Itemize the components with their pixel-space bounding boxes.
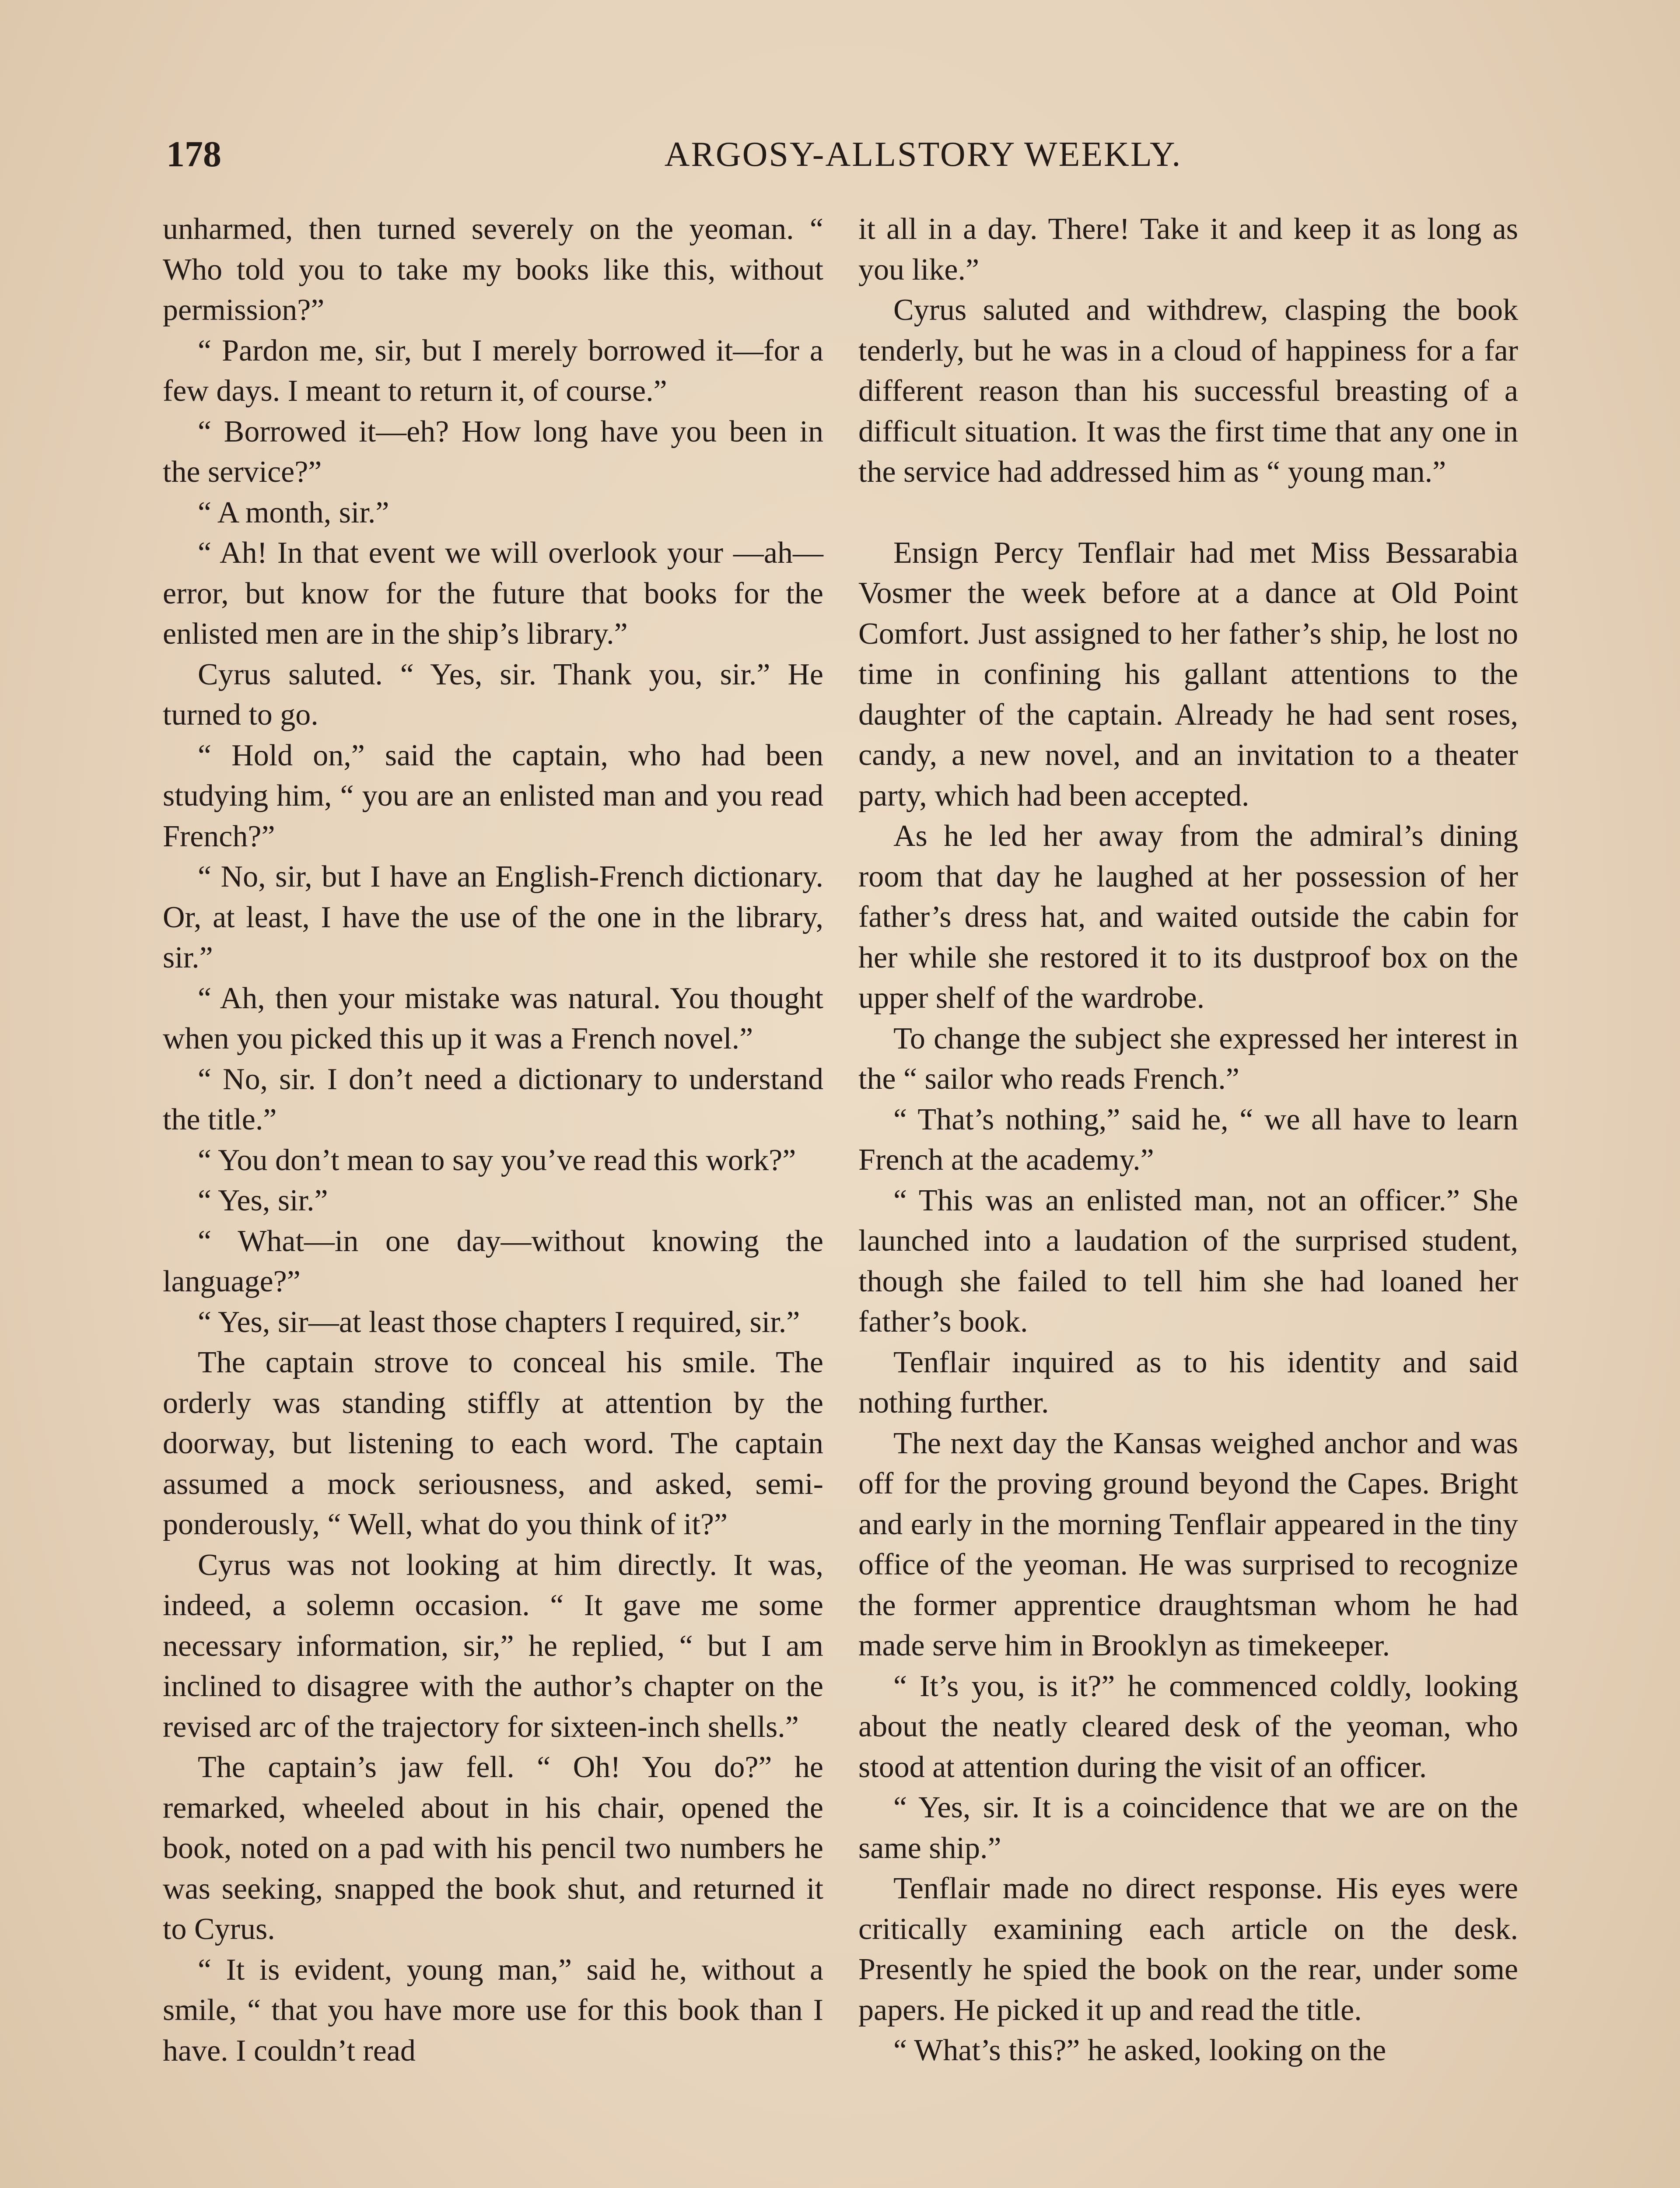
- paragraph: “ Yes, sir.”: [198, 1184, 328, 1217]
- paragraph: “ A month, sir.”: [198, 495, 389, 529]
- magazine-title: ARGOSY-ALLSTORY WEEKLY.: [664, 135, 1182, 174]
- paragraph: “ Yes, sir—at least those chapters I required, sir.”: [198, 1305, 800, 1339]
- paragraph: Ensign Percy Tenflair had met Miss Bessarabia Vosmer the week before at a dance at Old Point Comfort. Just assigned to her father’s ship, he lost no time in confining his gallant attentions to the daughter of the captain. Already he had sent roses, candy, a new novel, and an invitation to a theater party, which had been accepted.: [858, 536, 1518, 813]
- paragraph: To change the subject she expressed her interest in the “ sailor who reads French.”: [858, 1021, 1518, 1096]
- paragraph: “ What—in one day—without knowing the language?”: [163, 1224, 823, 1298]
- paragraph: Cyrus saluted and withdrew, clasping the book tenderly, but he was in a cloud of happiness for a far different reason than his successful breasting of a difficult situation. It was the first time that any one in the service had addressed him as “ young man.”: [858, 293, 1518, 489]
- paragraph: “ Yes, sir. It is a coincidence that we are on the same ship.”: [858, 1791, 1518, 1865]
- paragraph: “ No, sir. I don’t need a dictionary to understand the title.”: [163, 1062, 823, 1136]
- paragraph: As he led her away from the admiral’s dining room that day he laughed at her possession of her father’s dress hat, and waited outside the cabin for her while she restored it to its dustproof box on the upper shelf of the wardrobe.: [858, 819, 1518, 1015]
- paragraph: “ This was an enlisted man, not an officer.” She launched into a laudation of the surprised student, though she failed to tell him she had loaned her father’s book.: [858, 1183, 1518, 1339]
- paragraph: “ It’s you, is it?” he commenced coldly, looking about the neatly cleared desk of the yeoman, who stood at attention during the visit of an officer.: [858, 1669, 1518, 1784]
- paragraph: Cyrus was not looking at him directly. It was, indeed, a solemn occasion. “ It gave me some necessary information, sir,” he replied, “ but I am inclined to disagree with the author’s chapter on the revised arc of the trajectory for sixteen-inch shells.”: [163, 1548, 823, 1744]
- paragraph: Cyrus saluted. “ Yes, sir. Thank you, sir.” He turned to go.: [163, 657, 823, 732]
- paragraph: it all in a day. There! Take it and keep it as long as you like.”: [858, 212, 1518, 287]
- paragraph: The captain’s jaw fell. “ Oh! You do?” he remarked, wheeled about in his chair, opened the book, noted on a pad with his pencil two numbers he was seeking, snapped the book shut, and returned it to Cyrus.: [163, 1750, 823, 1946]
- paragraph: Tenflair made no direct response. His eyes were critically examining each article on the desk. Presently he spied the book on the rear, under some papers. He picked it up and read the title.: [858, 1872, 1518, 2027]
- paragraph: unharmed, then turned severely on the yeoman. “ Who told you to take my books like this, without permission?”: [163, 212, 823, 327]
- page-number: 178: [166, 134, 221, 175]
- paragraph: “ It is evident, young man,” said he, without a smile, “ that you have more use for this book than I have. I couldn’t read: [163, 1953, 823, 2068]
- paragraph: “ What’s this?” he asked, looking on the: [893, 2034, 1386, 2067]
- paragraph: “ Ah! In that event we will overlook your —ah—error, but know for the future that books for the enlisted men are in the ship’s library.”: [163, 536, 823, 651]
- left-column: [163, 209, 823, 2071]
- right-column: [858, 209, 1518, 2071]
- paragraph: The next day the Kansas weighed anchor and was off for the proving ground beyond the Capes. Bright and early in the morning Tenflair appeared in the tiny office of the yeoman. He was surprised to recognize the former apprentice draughtsman whom he had made serve him in Brooklyn as timekeeper.: [858, 1426, 1518, 1662]
- paragraph: “ No, sir, but I have an English-French dictionary. Or, at least, I have the use of the one in the library, sir.”: [163, 860, 823, 975]
- paragraph: “ Pardon me, sir, but I merely borrowed it—for a few days. I meant to return it, of course.”: [163, 333, 823, 408]
- running-head: [166, 130, 1514, 179]
- paragraph: “ That’s nothing,” said he, “ we all have to learn French at the academy.”: [858, 1102, 1518, 1177]
- paragraph: “ You don’t mean to say you’ve read this work?”: [198, 1143, 796, 1177]
- paragraph: “ Borrowed it—eh? How long have you been in the service?”: [163, 414, 823, 489]
- paragraph: The captain strove to conceal his smile. The orderly was standing stiffly at attention by the doorway, but listening to each word. The captain assumed a mock seriousness, and asked, semi-ponderously, “ Well, what do you think of it?”: [163, 1346, 823, 1541]
- paragraph: “ Hold on,” said the captain, who had been studying him, “ you are an enlisted man and you read French?”: [163, 738, 823, 853]
- paragraph: Tenflair inquired as to his identity and said nothing further.: [858, 1345, 1518, 1420]
- paragraph: “ Ah, then your mistake was natural. You thought when you picked this up it was a French novel.”: [163, 981, 823, 1055]
